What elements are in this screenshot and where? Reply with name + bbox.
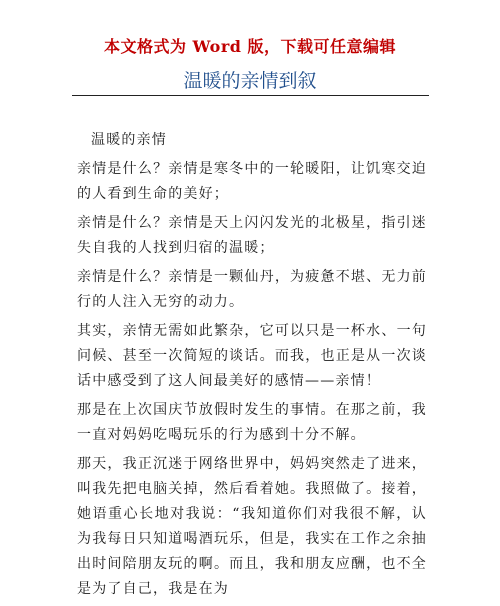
paragraph: 亲情是什么？亲情是一颗仙丹，为疲惫不堪、无力前行的人注入无穷的动力。 (77, 269, 427, 310)
paragraph: 其实，亲情无需如此繁杂，它可以只是一杯水、一句问候、甚至一次简短的谈话。而我，也正是从一次谈话中感受到了这人间最美好的感情——亲情！ (77, 323, 427, 389)
paragraph: 那天，我正沉迷于网络世界中，妈妈突然走了进来，叫我先把电脑关掉，然后看着她。我照做了。接着，她语重心长地对我说：“我知道你们对我很不解，认为我每日只知道喝酒玩乐，但是，我实在工作之余抽出时间陪朋友玩的啊。而且，我和朋友应酬，也不全是为了自己，我是在为 (77, 456, 427, 597)
paragraph: 亲情是什么？亲情是天上闪闪发光的北极星，指引迷失自我的人找到归宿的温暖； (77, 215, 427, 256)
document-body (77, 128, 427, 606)
document-title: 温暖的亲情到叙 (183, 70, 317, 92)
section-subheading: 温暖的亲情 (91, 132, 167, 148)
paragraph: 那是在上次国庆节放假时发生的事情。在那之前，我一直对妈妈吃喝玩乐的行为感到十分不解。 (77, 402, 427, 443)
paragraph: 亲情是什么？亲情是寒冬中的一轮暖阳，让饥寒交迫的人看到生命的美好； (77, 161, 427, 202)
format-note: 本文格式为 Word 版，下载可任意编辑 (103, 37, 397, 56)
title-divider (72, 95, 429, 96)
